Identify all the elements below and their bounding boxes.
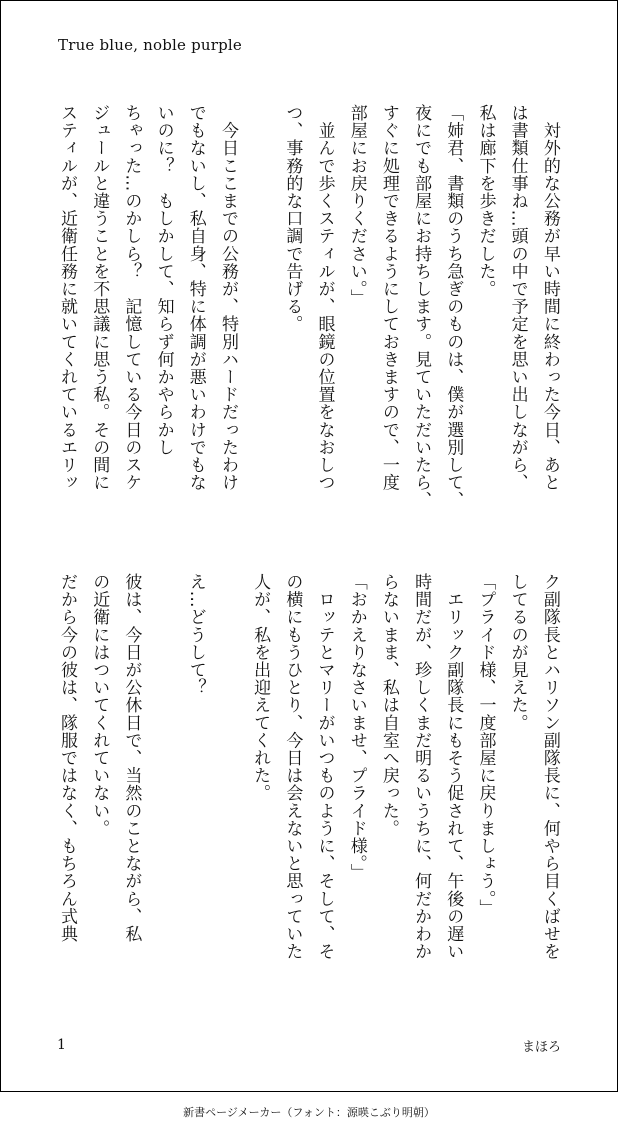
text-column: いのに？ もしかして、知らず何かやらかし	[153, 104, 174, 456]
text-column: 部屋にお戻りください。」	[346, 104, 367, 307]
text-column: は書類仕事ね…頭の中で予定を思い出しながら、	[507, 104, 528, 492]
text-column: だから今の彼は、隊服ではなく、もちろん式典	[57, 573, 77, 943]
text-column: ちゃった…のかしら？ 記憶している今日のスケ	[121, 104, 142, 492]
text-column: 時間だが、珍しくまだ明るいうちに、何だかわか	[411, 573, 432, 961]
page-number: 1	[57, 1037, 66, 1053]
text-column: ジュールと違うことを不思議に思う私。その間に	[89, 104, 110, 492]
text-column: ロッテとマリーがいつものように、そして、そ	[314, 573, 335, 961]
text-column: の横にもうひとり、今日は会えないと思っていた	[282, 573, 303, 961]
text-column-blank	[217, 573, 239, 1003]
text-column: 「プライド様、一度部屋に戻りましょう。」	[475, 573, 496, 917]
text-column: でもないし、私自身、特に体調が悪いわけでもな	[185, 104, 206, 492]
text-column: 人が、私を出迎えてくれた。	[250, 573, 271, 802]
text-column-blank	[153, 573, 175, 1003]
text-column: え…どうして？	[185, 573, 206, 697]
text-column: 彼は、今日が公休日で、当然のことながら、私	[121, 573, 142, 943]
text-column: 今日ここまでの公務が、特別ハードだったわけ	[217, 104, 238, 492]
text-column: ク副隊長とハリソン副隊長に、何やら目くばせを	[539, 573, 560, 961]
text-block-bottom	[56, 573, 561, 1003]
text-column: 夜にでも部屋にお持ちします。見ていただいたら、	[411, 104, 432, 509]
footer-credit: 新書ページメーカー（フォント：源暎こぶり明朝）	[183, 1106, 435, 1119]
text-column: つ、事務的な口調で告げる。	[282, 104, 303, 333]
page-title: True blue, noble purple	[58, 36, 242, 54]
text-column: 並んで歩くスティルが、眼鏡の位置をなおしつ	[314, 104, 335, 492]
text-column: の近衛にはついてくれていない。	[89, 573, 110, 837]
text-column: 「おかえりなさいませ、プライド様。」	[346, 573, 367, 882]
text-column: らないまま、私は自室へ戻った。	[378, 573, 399, 837]
text-column: 私は廊下を歩きだした。	[475, 104, 496, 298]
author-name: まほろ	[521, 1040, 561, 1055]
text-column: エリック副隊長にもそう促されて、午後の遅い	[443, 573, 464, 961]
text-column-blank	[249, 104, 271, 549]
text-column: 対外的な公務が早い時間に終わった今日、あと	[539, 104, 560, 492]
text-column: してるのが見えた。	[507, 573, 528, 732]
text-column: スティルが、近衛任務に就いてくれているエリッ	[57, 104, 77, 492]
text-block-top	[56, 104, 561, 549]
text-column: 「姉君、書類のうち急ぎのものは、僕が選別して、	[443, 104, 464, 509]
text-column: すぐに処理できるようにしておきますので、一度	[378, 104, 399, 492]
